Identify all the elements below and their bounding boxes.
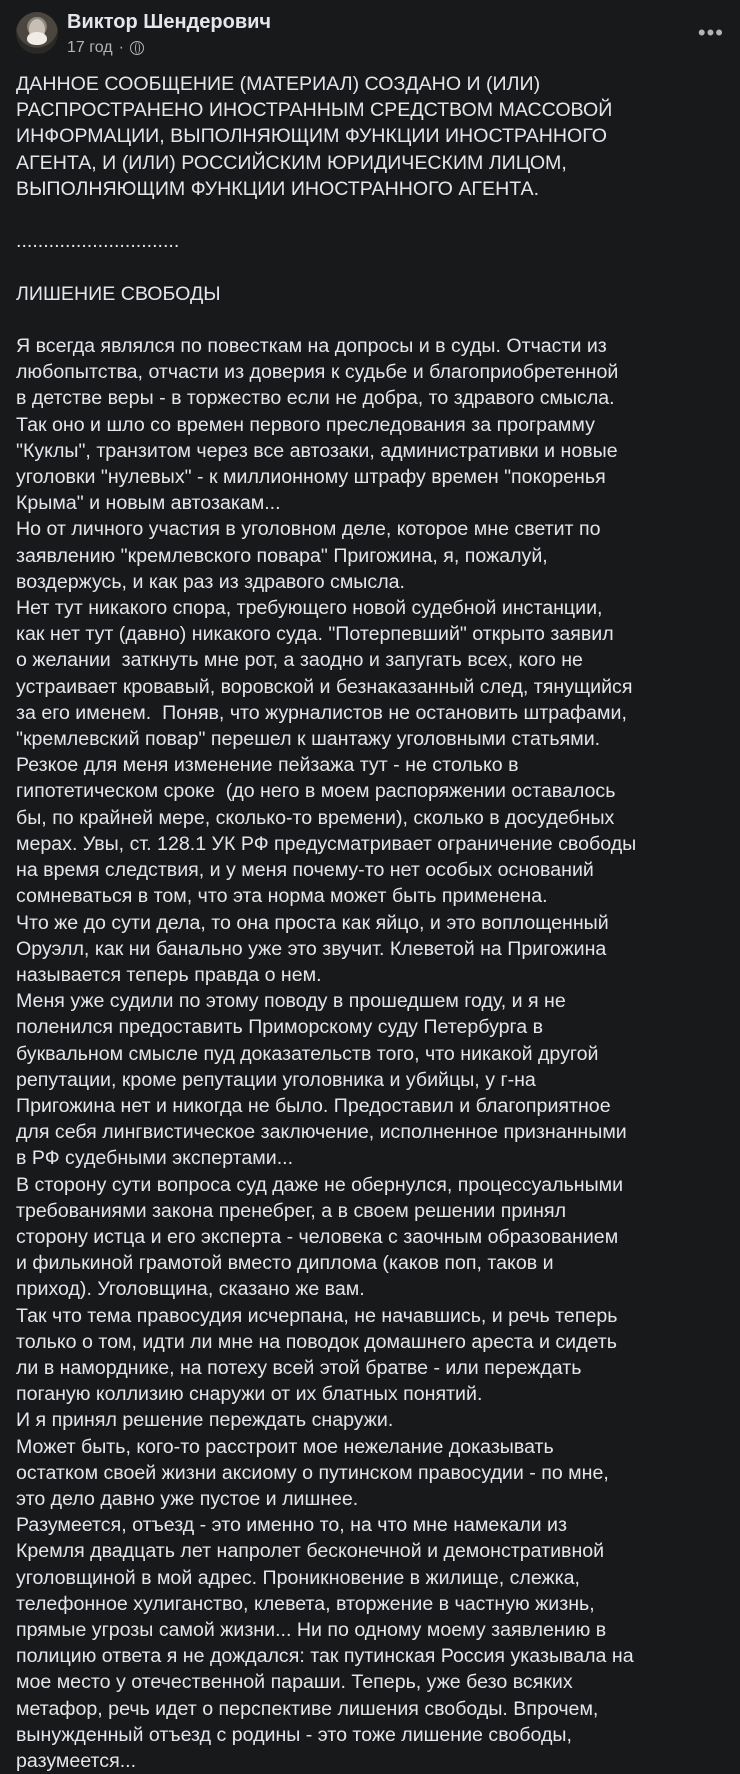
avatar[interactable]: [16, 12, 58, 54]
post-meta: [67, 39, 144, 57]
post-text: ДАННОЕ СООБЩЕНИЕ (МАТЕРИАЛ) СОЗДАНО И (ИЛИ) РАСПРОСТРАНЕНО ИНОСТРАННЫМ СРЕДСТВОМ МАССОВОЙ ИНФОРМАЦИИ, ВЫПОЛНЯЮЩИМ ФУНКЦИИ ИНОСТРАННОГО АГЕНТА, И (ИЛИ) РОССИЙСКИМ ЮРИДИЧЕСКИМ ЛИЦОМ, ВЫПОЛНЯЮЩИМ ФУНКЦИИ ИНОСТРАННОГО АГЕНТА. .............................. ЛИШЕНИЕ СВОБОДЫ Я всегда являлся по повесткам на допросы и в суды. Отчасти из любопытства, отчасти из доверия к судьбе и благоприобретенной в детстве веры - в торжество если не добра, то здравого смысла. Так оно и шло со времен первого преследования за программу "Куклы", транзитом через все автозаки, административки и новые уголовки "нулевых" - к миллионному штрафу времен "покоренья Крыма" и новым автозакам... Но от личного участия в уголовном деле, которое мне светит по заявлению "кремлевского повара" Пригожина, я, пожалуй, воздержусь, и как раз из здравого смысла. Нет тут никакого спора, требующего новой судебной инстанции, как нет тут (давно) никакого суда. "Потерпевший" открыто заявил о желании заткнуть мне рот, а заодно и запугать всех, кого не устраивает кровавый, воровской и безнаказанный след, тянущийся за его именем. Поняв, что журналистов не остановить штрафами, "кремлевский повар" перешел к шантажу уголовными статьями. Резкое для меня изменение пейзажа тут - не столько в гипотетическом сроке (до него в моем распоряжении оставалось бы, по крайней мере, сколько-то времени), сколько в досудебных мерах. Увы, ст. 128.1 УК РФ предусматривает ограничение свободы на время следствия, и у меня почему-то нет особых оснований сомневаться в том, что эта норма может быть применена. Что же до сути дела, то она проста как яйцо, и это воплощенный Оруэлл, как ни банально уже это звучит. Клеветой на Пригожина называется теперь правда о нем. Меня уже судили по этому поводу в прошедшем году, и я не поленился предоставить Приморскому суду Петербурга в буквальном смысле пуд доказательств того, что никакой другой репутации, кроме репутации уголовника и убийцы, у г-на Пригожина нет и никогда не было. Предоставил и благоприятное для себя лингвистическое заключение, исполненное признанными в РФ судебными экспертами... В сторону сути вопроса суд даже не обернулся, процессуальными требованиями закона пренебрег, а в своем решении принял сторону истца и его эксперта - человека с заочным образованием и филькиной грамотой вместо диплома (каков поп, таков и приход). Уголовщина, сказано же вам. Так что тема правосудия исчерпана, не начавшись, и речь теперь только о том, идти ли мне на поводок домашнего ареста и сидеть ли в наморднике, на потеху всей этой братве - или переждать поганую коллизию снаружи от их блатных понятий. И я принял решение переждать снаружи. Может быть, кого-то расстроит мое нежелание доказывать остатком своей жизни аксиому о путинском правосудии - по мне, это дело давно уже пустое и лишнее. Разумеется, отъезд - это именно то, на что мне намекали из Кремля двадцать лет напролет бесконечной и демонстративной уголовщиной в мой адрес. Проникновение в жилище, слежка, телефонное хулиганство, клевета, вторжение в частную жизнь, прямые угрозы самой жизни... Ни по одному моему заявлению в полицию ответа я не дождался: так путинская Россия указывала на мое место у отечественной параши. Теперь, уже безо всяких метафор, речь идет о перспективе лишения свободы. Впрочем, вынужденный отъезд с родины - это тоже лишение свободы, разумеется...: [16, 73, 637, 1772]
meta-separator: ·: [118, 39, 124, 56]
post-header: [0, 0, 740, 70]
author-name[interactable]: Виктор Шендерович: [67, 11, 272, 33]
more-options-icon[interactable]: •••: [697, 20, 724, 45]
post-time[interactable]: 17 год: [67, 39, 113, 56]
globe-icon: [130, 41, 144, 55]
